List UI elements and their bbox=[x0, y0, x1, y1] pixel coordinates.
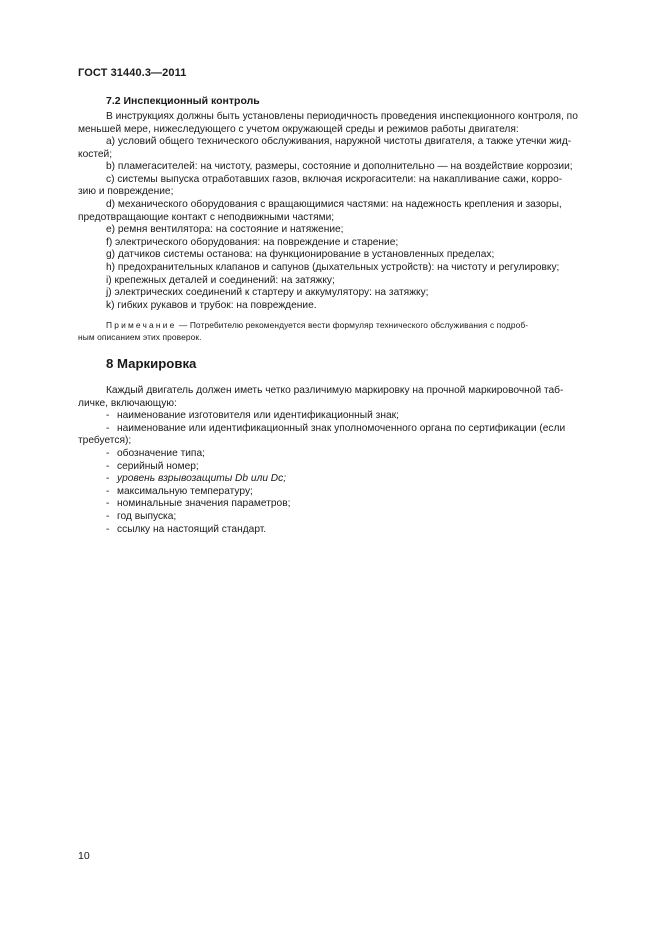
intro-line: В инструкциях должны быть установлены периодичность проведения инспекционного контроля, по bbox=[106, 111, 578, 122]
marking-item-text: номинальные значения параметров; bbox=[117, 498, 291, 510]
intro-line: меньшей мере, нижеследующего с учетом окружающей среды и режимов работы двигателя: bbox=[78, 123, 519, 135]
marking-item-cont: требуется); bbox=[78, 435, 132, 447]
intro-line: личке, включающую: bbox=[78, 397, 177, 409]
dash-bullet: - bbox=[106, 498, 110, 510]
marking-item-text: максимальную температуру; bbox=[117, 485, 253, 497]
intro-line: Каждый двигатель должен иметь четко различимую маркировку на прочной маркировочной таб- bbox=[106, 385, 564, 396]
section-8-title: 8 Маркировка bbox=[106, 356, 197, 371]
list-item-a: a) условий общего технического обслуживания, наружной чистоты двигателя, а также утечки жид- bbox=[106, 136, 572, 147]
document-header: ГОСТ 31440.3—2011 bbox=[78, 67, 187, 79]
dash-bullet: - bbox=[106, 460, 110, 472]
list-item-h: h) предохранительных клапанов и сапунов (дыхательных устройств): на чистоту и регулировку; bbox=[106, 262, 560, 273]
list-item-a-cont: костей; bbox=[78, 148, 113, 160]
note-label: Примечание bbox=[106, 320, 177, 330]
list-item-c: c) системы выпуска отработавших газов, включая искрогасители: на накапливание сажи, корро- bbox=[106, 173, 563, 185]
section-8-intro bbox=[78, 385, 614, 410]
note-line bbox=[78, 320, 614, 332]
marking-item bbox=[106, 473, 614, 486]
section-7-2-title: 7.2 Инспекционный контроль bbox=[106, 95, 260, 107]
list-item-c-cont: зию и повреждение; bbox=[78, 186, 174, 198]
section-7-2-intro bbox=[78, 111, 614, 136]
list-item-f: f) электрического оборудования: на повреждение и старение; bbox=[106, 236, 399, 248]
marking-item-text: год выпуска; bbox=[117, 511, 177, 522]
marking-item bbox=[106, 410, 614, 423]
list-item-k: k) гибких рукавов и трубок: на повреждение. bbox=[106, 299, 317, 311]
dash-bullet: - bbox=[106, 485, 110, 497]
marking-item-text: обозначение типа; bbox=[117, 448, 205, 459]
list-item-b: b) пламегасителей: на чистоту, размеры, состояние и дополнительно — на воздействие коррозии; bbox=[106, 161, 573, 173]
marking-item-text: серийный номер; bbox=[117, 460, 199, 472]
marking-item-text: ссылку на настоящий стандарт. bbox=[117, 523, 267, 535]
dash-bullet: - bbox=[106, 422, 110, 434]
list-item-i: i) крепежных деталей и соединений: на затяжку; bbox=[106, 274, 335, 286]
marking-item-text: наименование или идентификационный знак уполномоченного органа по сертификации (если bbox=[117, 422, 566, 434]
marking-item bbox=[106, 486, 614, 499]
marking-item bbox=[106, 448, 614, 461]
marking-item-text: уровень взрывозащиты Db или Dc; bbox=[117, 473, 287, 485]
list-item-d-cont: предотвращающие контакт с неподвижными частями; bbox=[78, 211, 335, 223]
dash-bullet: - bbox=[106, 473, 110, 485]
note bbox=[78, 320, 614, 343]
note-text: — Потребителю рекомендуется вести формуляр технического обслуживания с подроб- bbox=[176, 320, 529, 330]
marking-item-text: наименование изготовителя или идентификационный знак; bbox=[117, 410, 399, 422]
dash-bullet: - bbox=[106, 410, 110, 422]
list-item-j: j) электрических соединений к стартеру и аккумулятору: на затяжку; bbox=[106, 287, 429, 299]
list-item-g: g) датчиков системы останова: на функционирование в установленных пределах; bbox=[106, 249, 495, 261]
list-item-d: d) механического оборудования с вращающимися частями: на надежность крепления и зазоры, bbox=[106, 199, 562, 210]
marking-item bbox=[106, 511, 614, 524]
dash-bullet: - bbox=[106, 523, 110, 535]
marking-item bbox=[106, 524, 614, 537]
marking-item bbox=[106, 461, 614, 474]
marking-item bbox=[106, 423, 614, 436]
note-line: ным описанием этих проверок. bbox=[78, 331, 202, 342]
page-number: 10 bbox=[78, 850, 90, 862]
list-item-e: e) ремня вентилятора: на состояние и натяжение; bbox=[106, 224, 344, 236]
dash-bullet: - bbox=[106, 448, 110, 459]
marking-item bbox=[106, 498, 614, 511]
dash-bullet: - bbox=[106, 511, 110, 522]
